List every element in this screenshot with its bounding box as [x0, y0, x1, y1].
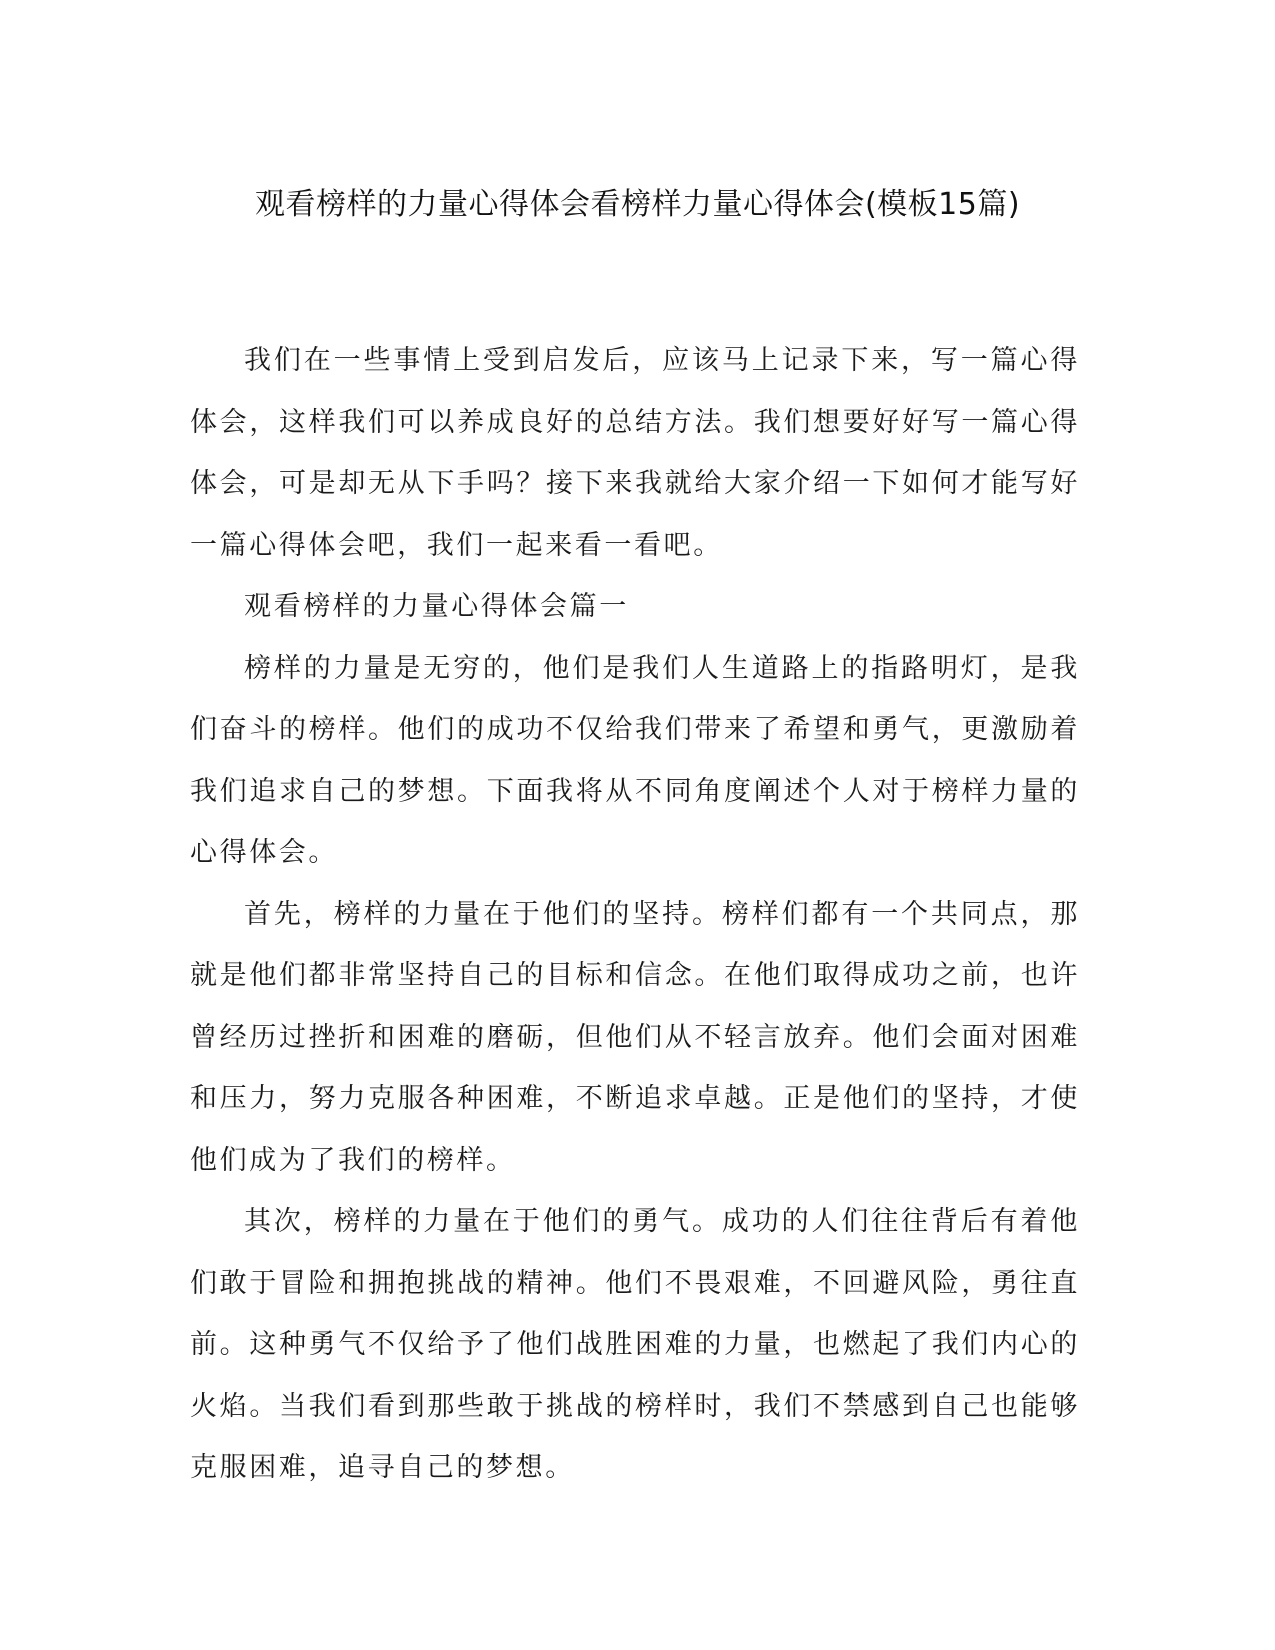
body-paragraph: 榜样的力量是无穷的，他们是我们人生道路上的指路明灯，是我们奋斗的榜样。他们的成功不仅给我们带来了希望和勇气，更激励着我们追求自己的梦想。下面我将从不同角度阐述个人对于榜样力量的心得体会。 [190, 652, 1080, 868]
intro-paragraph: 我们在一些事情上受到启发后，应该马上记录下来，写一篇心得体会，这样我们可以养成良好的总结方法。我们想要好好写一篇心得体会，可是却无从下手吗？接下来我就给大家介绍一下如何才能写好一篇心得体会吧，我们一起来看一看吧。 [190, 345, 1080, 561]
document-body [190, 330, 1080, 1499]
section-heading: 观看榜样的力量心得体会篇一 [244, 591, 629, 622]
body-paragraph: 首先，榜样的力量在于他们的坚持。榜样们都有一个共同点，那就是他们都非常坚持自己的目标和信念。在他们取得成功之前，也许曾经历过挫折和困难的磨砺，但他们从不轻言放弃。他们会面对困难和压力，努力克服各种困难，不断追求卓越。正是他们的坚持，才使他们成为了我们的榜样。 [190, 898, 1080, 1176]
body-paragraph: 其次，榜样的力量在于他们的勇气。成功的人们往往背后有着他们敢于冒险和拥抱挑战的精神。他们不畏艰难，不回避风险，勇往直前。这种勇气不仅给予了他们战胜困难的力量，也燃起了我们内心的火焰。当我们看到那些敢于挑战的榜样时，我们不禁感到自己也能够克服困难，追寻自己的梦想。 [190, 1206, 1080, 1483]
document-title: 观看榜样的力量心得体会看榜样力量心得体会(模板15篇) [254, 187, 1021, 222]
